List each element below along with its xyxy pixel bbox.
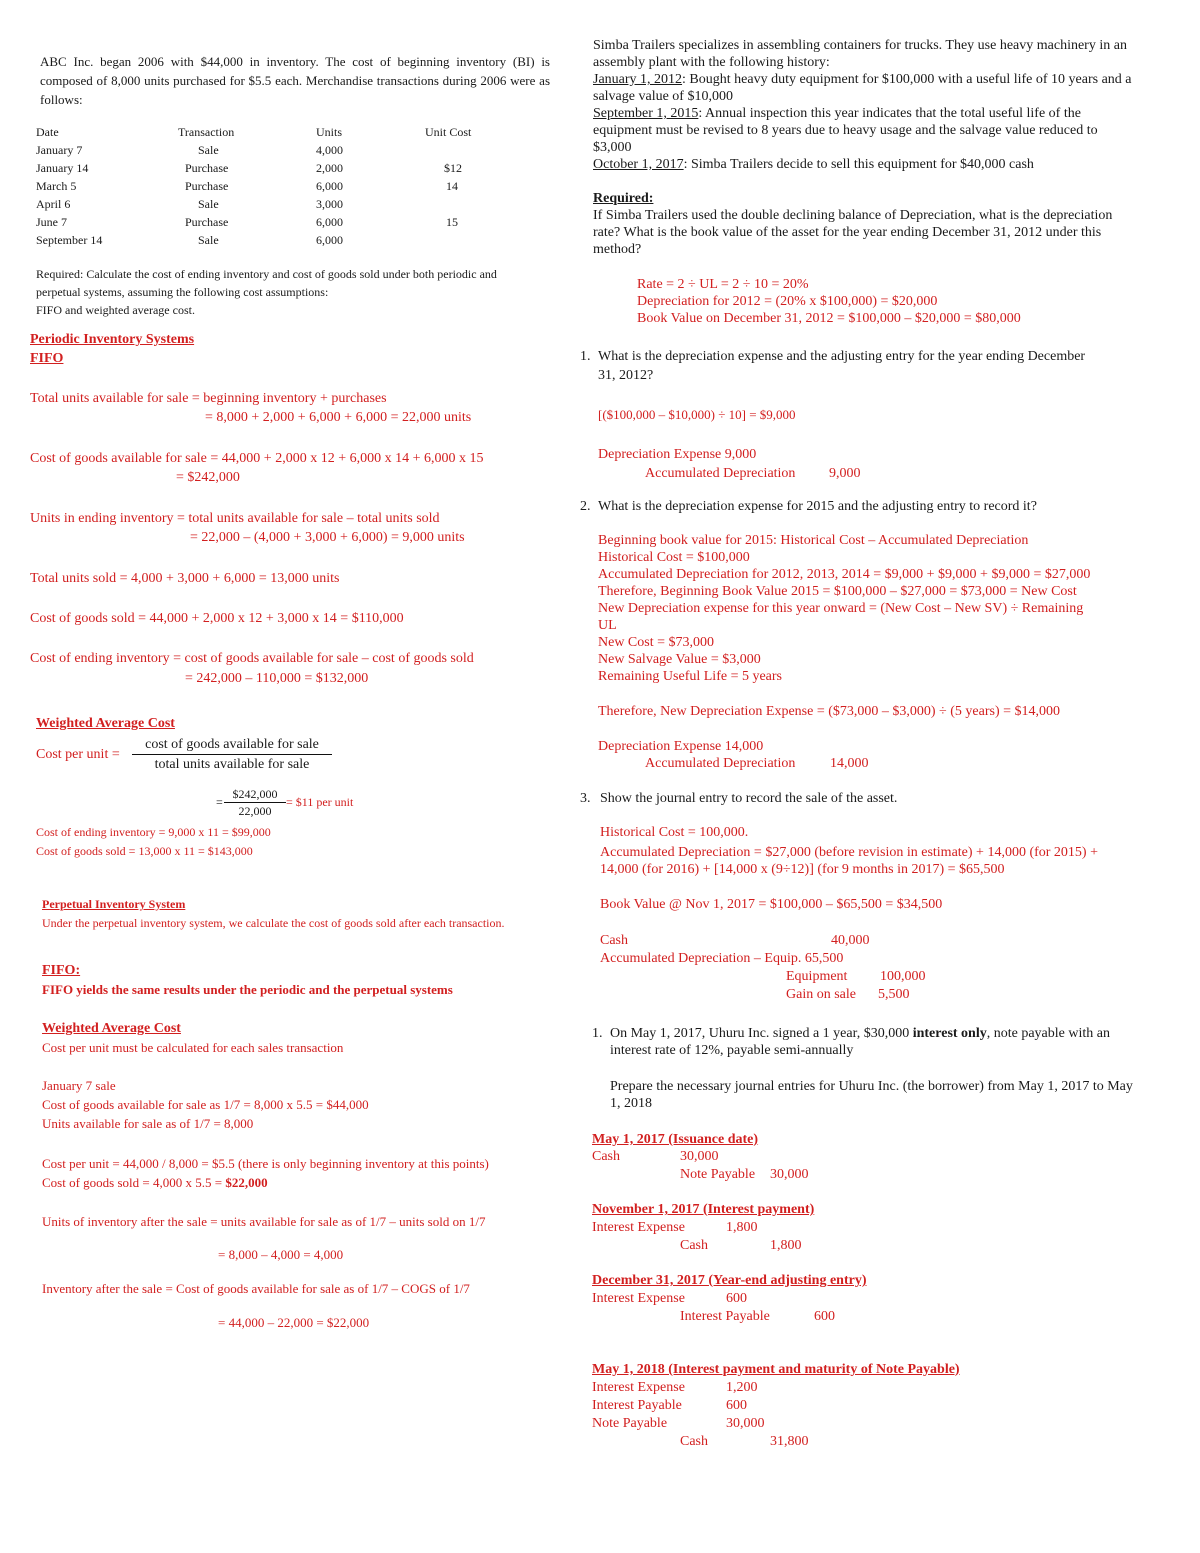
cpu2-eq: = <box>216 795 223 809</box>
entry-account: Cash <box>680 1238 708 1253</box>
n1-text: , note payable with an <box>986 1026 1110 1041</box>
date-oct-2017: October 1, 2017 <box>593 157 684 172</box>
ddb-line: Depreciation for 2012 = (20% x $100,000) = $20,000 <box>637 294 938 309</box>
n1-line: interest rate of 12%, payable semi-annually <box>610 1043 854 1058</box>
entry-amount: 30,000 <box>726 1416 765 1431</box>
entry-account: Interest Expense <box>592 1291 685 1306</box>
fifo2-text: FIFO yields the same results under the periodic and the perpetual systems <box>42 982 453 997</box>
table-cell: April 6 <box>36 197 71 211</box>
entry-account: Interest Payable <box>592 1398 682 1413</box>
fifo2-heading: FIFO: <box>42 963 81 978</box>
formula-line: Total units available for sale = beginning inventory + purchases <box>30 391 387 406</box>
required-line: perpetual systems, assuming the following cost assumptions: <box>36 285 329 299</box>
q2-work: New Salvage Value = $3,000 <box>598 652 761 667</box>
simba-line <box>593 72 1132 88</box>
simba-line: assembly plant with the following history: <box>593 55 830 70</box>
ddb-line: Rate = 2 ÷ UL = 2 ÷ 10 = 20% <box>637 277 809 292</box>
cpu2-result: = $11 per unit <box>286 795 354 809</box>
entry-amount: 31,800 <box>770 1434 809 1449</box>
q3-je-line: Accumulated Depreciation – Equip. 65,500 <box>600 951 844 966</box>
n1-line <box>610 1026 1110 1042</box>
jan7-line: Units available for sale as of 1/7 = 8,000 <box>42 1116 254 1131</box>
entry-amount: 600 <box>814 1309 835 1324</box>
q2-work: New Depreciation expense for this year onward = (New Cost – New SV) ÷ Remaining <box>598 601 1084 616</box>
n1-number: 1. <box>592 1026 603 1041</box>
q3-book-value: Book Value @ Nov 1, 2017 = $100,000 – $65,500 = $34,500 <box>600 897 943 912</box>
entry-account: Note Payable <box>592 1416 668 1431</box>
jan7-line: Cost of goods available for sale as 1/7 = 8,000 x 5.5 = $44,000 <box>42 1097 369 1112</box>
intro-paragraph: ABC Inc. began 2006 with $44,000 in inventory. The cost of beginning inventory (BI) is composed of 8,000 units purchased for $5.5 each. Merchandise transactions during 2006 were as follows: <box>40 54 550 107</box>
entry-account: Interest Expense <box>592 1220 685 1235</box>
table-cell: September 14 <box>36 233 103 247</box>
entry-amount: 1,800 <box>770 1238 802 1253</box>
table-cell: January 14 <box>36 161 89 175</box>
n1-line: Prepare the necessary journal entries for Uhuru Inc. (the borrower) from May 1, 2017 to May <box>610 1079 1133 1094</box>
simba-line: equipment must be revised to 8 years due to heavy usage and the salvage value reduced to <box>593 123 1098 138</box>
table-cell: January 7 <box>36 143 83 157</box>
table-header-units: Units <box>316 125 343 139</box>
q3-je-account: Cash <box>600 933 628 948</box>
history-text: : Annual inspection this year indicates that the total useful life of the <box>698 106 1081 121</box>
q3-je-account: Gain on sale <box>786 987 856 1002</box>
table-header-date: Date <box>36 125 59 139</box>
q3-je-amount: 5,500 <box>878 987 910 1002</box>
q1-line: What is the depreciation expense and the adjusting entry for the year ending December <box>598 349 1086 364</box>
inv-after-line: Units of inventory after the sale = units available for sale as of 1/7 – units sold on 1/7 <box>42 1214 486 1229</box>
cpu-numerator: cost of goods available for sale <box>145 737 319 752</box>
q3-je-account: Equipment <box>786 969 848 984</box>
cpu2-fraction <box>224 786 286 819</box>
wac-heading: Weighted Average Cost <box>36 716 175 731</box>
entry-amount: 30,000 <box>770 1167 809 1182</box>
cpu-label: Cost per unit = <box>36 747 120 762</box>
q3-work: 14,000 (for 2016) + [14,000 x (9÷12)] (for 9 months in 2017) = $65,500 <box>600 862 1005 877</box>
entry-amount: 1,800 <box>726 1220 758 1235</box>
wac2-heading: Weighted Average Cost <box>42 1021 181 1036</box>
cpu3-line <box>42 1176 268 1191</box>
table-cell: June 7 <box>36 215 67 229</box>
entry-account: Cash <box>592 1149 620 1164</box>
cpu2-denominator: 22,000 <box>238 804 272 818</box>
jan7-line: January 7 sale <box>42 1078 116 1093</box>
simba-line: salvage value of $10,000 <box>593 89 733 104</box>
q2-number: 2. <box>580 499 591 514</box>
history-text: : Bought heavy duty equipment for $100,000 with a useful life of 10 years and a <box>682 72 1132 87</box>
n1-line: 1, 2018 <box>610 1096 652 1111</box>
q2-work: Accumulated Depreciation for 2012, 2013, 2014 = $9,000 + $9,000 + $9,000 = $27,000 <box>598 567 1091 582</box>
q2-je-line: Depreciation Expense 14,000 <box>598 739 764 754</box>
table-cell: Purchase <box>185 215 229 229</box>
table-cell: 6,000 <box>316 215 343 229</box>
table-cell: 6,000 <box>316 233 343 247</box>
table-cell: 3,000 <box>316 197 343 211</box>
simba-line <box>593 106 1081 122</box>
q2-je-amount: 14,000 <box>830 756 869 771</box>
q1-number: 1. <box>580 349 591 364</box>
date-jan-2012: January 1, 2012 <box>593 72 683 87</box>
cpu2-numerator: $242,000 <box>232 787 278 801</box>
table-cell: Sale <box>198 143 219 157</box>
q2-work: New Cost = $73,000 <box>598 635 715 650</box>
inv-after-line: Inventory after the sale = Cost of goods available for sale as of 1/7 – COGS of 1/7 <box>42 1281 470 1296</box>
entry-heading: November 1, 2017 (Interest payment) <box>592 1202 815 1217</box>
cpu3-prefix: Cost of goods sold = 4,000 x 5.5 = <box>42 1175 226 1190</box>
table-cell: Sale <box>198 233 219 247</box>
required-line: Required: Calculate the cost of ending inventory and cost of goods sold under both periodic and <box>36 267 497 281</box>
formula-line: Cost of goods available for sale = 44,000 + 2,000 x 12 + 6,000 x 14 + 6,000 x 15 <box>30 451 484 466</box>
formula-line: Cost of ending inventory = cost of goods available for sale – cost of goods sold <box>30 651 474 666</box>
entry-account: Interest Expense <box>592 1380 685 1395</box>
simba-line: $3,000 <box>593 140 632 155</box>
n1-bold: interest only <box>912 1026 987 1041</box>
ddb-line: Book Value on December 31, 2012 = $100,000 – $20,000 = $80,000 <box>637 311 1021 326</box>
required-line: FIFO and weighted average cost. <box>36 303 195 317</box>
entry-amount: 30,000 <box>680 1149 719 1164</box>
q1-je-account: Accumulated Depreciation <box>645 466 796 481</box>
q2-result: Therefore, New Depreciation Expense = ($73,000 – $3,000) ÷ (5 years) = $14,000 <box>598 704 1060 719</box>
entry-heading: December 31, 2017 (Year-end adjusting entry) <box>592 1273 867 1288</box>
formula-line: Total units sold = 4,000 + 3,000 + 6,000 = 13,000 units <box>30 571 340 586</box>
q2-work: UL <box>598 618 617 633</box>
q2-work: Remaining Useful Life = 5 years <box>598 669 783 684</box>
table-cell: Sale <box>198 197 219 211</box>
cpu-fraction <box>132 736 332 775</box>
formula-line: Cost of ending inventory = 9,000 x 11 = $99,000 <box>36 825 271 839</box>
simba-line <box>593 157 1034 173</box>
formula-line: Units in ending inventory = total units available for sale – total units sold <box>30 511 440 526</box>
table-cell: March 5 <box>36 179 77 193</box>
cpu3-line: Cost per unit = 44,000 / 8,000 = $5.5 (there is only beginning inventory at this points) <box>42 1156 489 1171</box>
formula-line: = 8,000 + 2,000 + 6,000 + 6,000 = 22,000 units <box>205 410 472 425</box>
q2-line: What is the depreciation expense for 2015 and the adjusting entry to record it? <box>598 499 1037 514</box>
formula-line: = 242,000 – 110,000 = $132,000 <box>185 671 369 686</box>
table-cell: 14 <box>446 179 458 193</box>
table-cell: $12 <box>444 161 462 175</box>
history-text: : Simba Trailers decide to sell this equipment for $40,000 cash <box>683 157 1034 172</box>
fifo-heading: FIFO <box>30 351 64 366</box>
entry-amount: 600 <box>726 1398 747 1413</box>
date-sep-2015: September 1, 2015 <box>593 106 699 121</box>
cpu3-bold: $22,000 <box>225 1175 268 1190</box>
table-cell: 6,000 <box>316 179 343 193</box>
q2-work: Beginning book value for 2015: Historical Cost – Accumulated Depreciation <box>598 533 1029 548</box>
table-cell: 4,000 <box>316 143 343 157</box>
required-heading: Required: <box>593 191 654 206</box>
q3-je-amount: 100,000 <box>880 969 926 984</box>
q2-work: Historical Cost = $100,000 <box>598 550 750 565</box>
perpetual-heading: Perpetual Inventory System <box>42 897 186 911</box>
inv-after-line: = 8,000 – 4,000 = 4,000 <box>218 1247 344 1262</box>
q1-calc: [($100,000 – $10,000) ÷ 10] = $9,000 <box>598 407 796 422</box>
perpetual-text: Under the perpetual inventory system, we calculate the cost of goods sold after each transaction. <box>42 916 505 930</box>
wac2-text: Cost per unit must be calculated for each sales transaction <box>42 1040 344 1055</box>
entry-account: Note Payable <box>680 1167 756 1182</box>
required-line: rate? What is the book value of the asset for the year ending December 31, 2012 under this <box>593 225 1102 240</box>
entry-heading: May 1, 2018 (Interest payment and maturity of Note Payable) <box>592 1362 960 1377</box>
simba-line: Simba Trailers specializes in assembling containers for trucks. They use heavy machinery in an <box>593 38 1127 53</box>
entry-heading: May 1, 2017 (Issuance date) <box>592 1132 759 1147</box>
q1-je-line: Depreciation Expense 9,000 <box>598 447 757 462</box>
q3-work: Accumulated Depreciation = $27,000 (before revision in estimate) + 14,000 (for 2015) + <box>600 845 1098 860</box>
formula-line: = 22,000 – (4,000 + 3,000 + 6,000) = 9,000 units <box>190 530 465 545</box>
table-header-unit-cost: Unit Cost <box>425 125 472 139</box>
table-cell: Purchase <box>185 179 229 193</box>
q2-work: Therefore, Beginning Book Value 2015 = $100,000 – $27,000 = $73,000 = New Cost <box>598 584 1077 599</box>
table-header-transaction: Transaction <box>178 125 235 139</box>
q2-je-account: Accumulated Depreciation <box>645 756 796 771</box>
table-cell: Purchase <box>185 161 229 175</box>
q3-line: Show the journal entry to record the sale of the asset. <box>600 791 898 806</box>
entry-account: Interest Payable <box>680 1309 770 1324</box>
cpu-denominator: total units available for sale <box>154 757 310 772</box>
inv-after-line: = 44,000 – 22,000 = $22,000 <box>218 1315 370 1330</box>
formula-line: Cost of goods sold = 13,000 x 11 = $143,000 <box>36 844 253 858</box>
q3-number: 3. <box>580 791 591 806</box>
required-line: method? <box>593 242 642 257</box>
entry-amount: 1,200 <box>726 1380 758 1395</box>
periodic-heading: Periodic Inventory Systems <box>30 332 195 347</box>
q3-work: Historical Cost = 100,000. <box>600 825 749 840</box>
table-cell: 2,000 <box>316 161 343 175</box>
formula-line: = $242,000 <box>176 470 240 485</box>
n1-text: On May 1, 2017, Uhuru Inc. signed a 1 year, $30,000 <box>610 1026 913 1041</box>
entry-amount: 600 <box>726 1291 747 1306</box>
required-line: If Simba Trailers used the double declining balance of Depreciation, what is the depreciation <box>593 208 1113 223</box>
formula-line: Cost of goods sold = 44,000 + 2,000 x 12 + 3,000 x 14 = $110,000 <box>30 611 404 626</box>
q1-je-amount: 9,000 <box>829 466 861 481</box>
q1-line: 31, 2012? <box>598 368 654 383</box>
q3-je-amount: 40,000 <box>831 933 870 948</box>
table-cell: 15 <box>446 215 458 229</box>
entry-account: Cash <box>680 1434 708 1449</box>
